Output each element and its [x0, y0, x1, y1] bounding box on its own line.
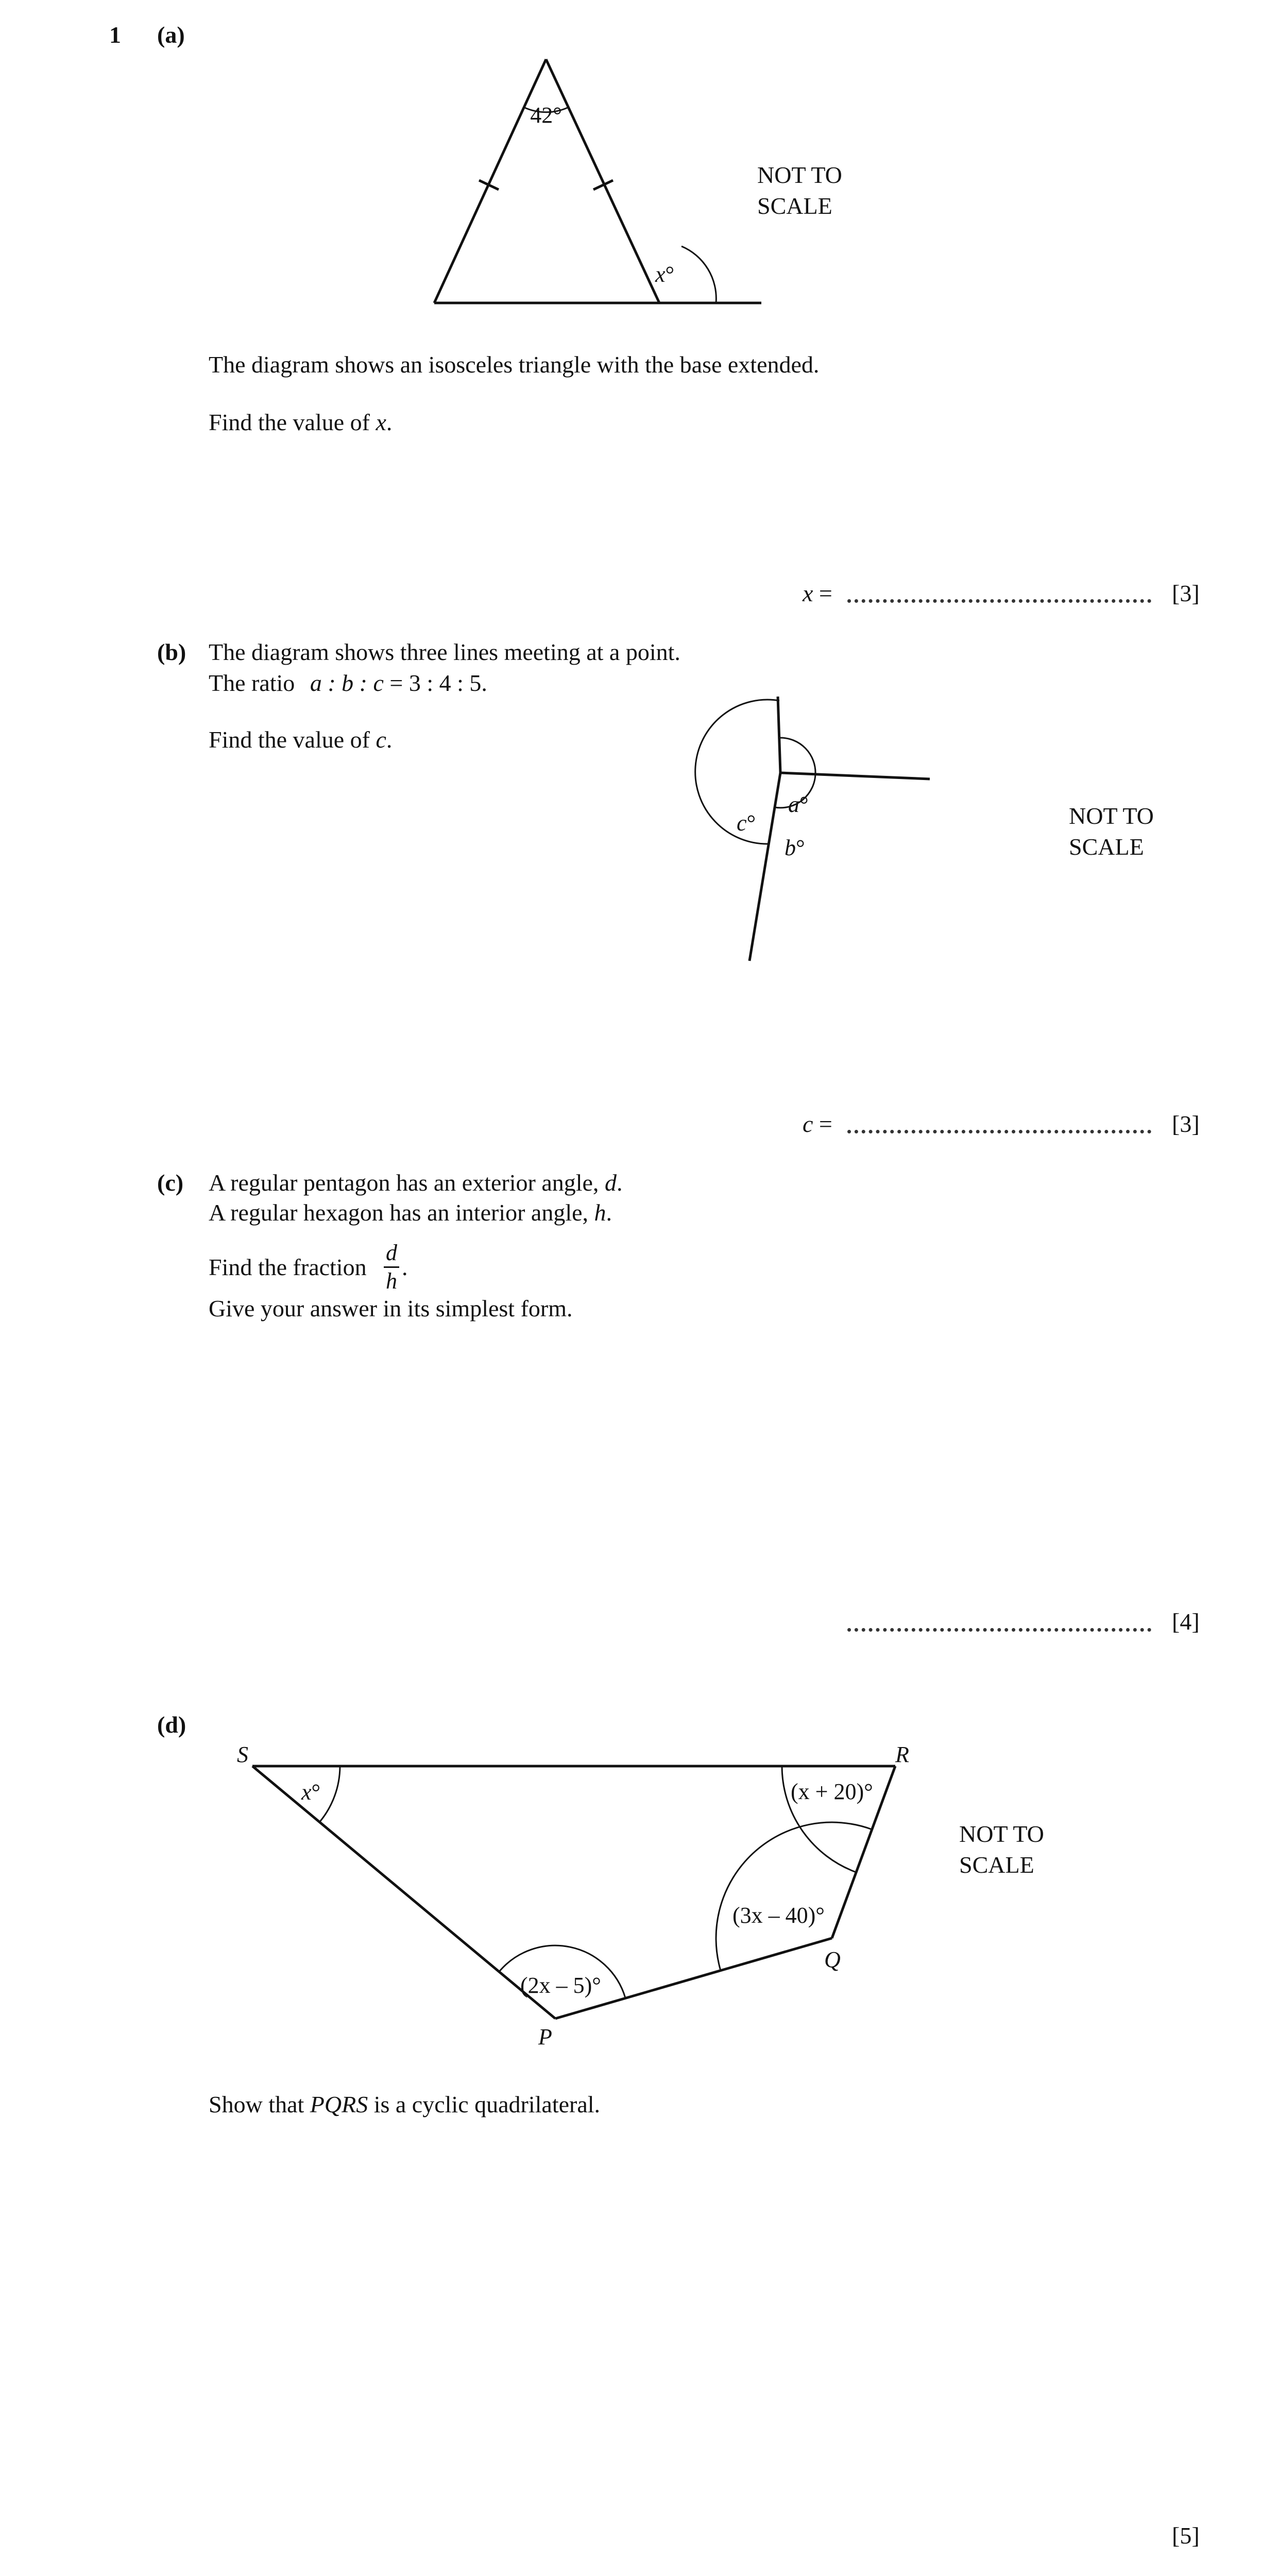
part-c-marks: [4]	[1172, 1608, 1200, 1635]
part-c-label: (c)	[157, 1170, 184, 1196]
part-b-question: Find the value of c.	[209, 726, 393, 753]
not-to-scale-d-line2: SCALE	[959, 1852, 1034, 1878]
part-b-description: The diagram shows three lines meeting at a point.	[209, 639, 680, 665]
vertex-P-label: P	[538, 2024, 552, 2049]
part-a-label: (a)	[157, 22, 185, 48]
question-number: 1	[109, 22, 121, 48]
angle-a-label: a°	[788, 792, 809, 817]
exterior-angle-label: x°	[655, 262, 675, 287]
part-a-question: Find the value of x.	[209, 409, 393, 435]
part-b-marks: [3]	[1172, 1111, 1200, 1137]
angle-S-label: x°	[301, 1780, 321, 1805]
not-to-scale-d-line1: NOT TO	[959, 1821, 1044, 1847]
vertex-R-label: R	[895, 1742, 909, 1767]
part-a-marks: [3]	[1172, 580, 1200, 606]
angle-P-label: (2x – 5)°	[520, 1973, 601, 1998]
angle-b-label: b°	[785, 835, 805, 860]
part-d-question: Show that PQRS is a cyclic quadrilateral.	[209, 2091, 601, 2117]
part-c-find-fraction: Find the fraction	[209, 1254, 367, 1280]
not-to-scale-a-line2: SCALE	[757, 193, 832, 219]
part-c-hexagon: A regular hexagon has an interior angle, h.	[209, 1199, 612, 1226]
part-b-answer-label: c =	[803, 1111, 832, 1137]
part-c-fraction-period: .	[402, 1254, 408, 1280]
not-to-scale-b-line1: NOT TO	[1069, 803, 1154, 829]
part-d-label: (d)	[157, 1711, 186, 1738]
part-c-instruction: Give your answer in its simplest form.	[209, 1295, 573, 1321]
not-to-scale-a-line1: NOT TO	[757, 162, 842, 188]
angle-R-label: (x + 20)°	[791, 1779, 873, 1804]
part-a-answer-label: x =	[803, 580, 832, 606]
part-b-ratio: The ratio a : b : c = 3 : 4 : 5.	[209, 670, 487, 696]
part-d-marks: [5]	[1172, 2522, 1200, 2549]
vertex-S-label: S	[237, 1742, 248, 1767]
not-to-scale-b-line2: SCALE	[1069, 834, 1144, 860]
fraction-d-over-h: d h	[384, 1241, 399, 1294]
angle-c-label: c°	[737, 810, 756, 836]
part-c-pentagon: A regular pentagon has an exterior angle, d.	[209, 1170, 623, 1196]
apex-angle-label: 42°	[530, 103, 562, 128]
vertex-Q-label: Q	[824, 1947, 841, 1972]
part-a-description: The diagram shows an isosceles triangle with the base extended.	[209, 351, 820, 378]
angle-Q-label: (3x – 40)°	[732, 1903, 825, 1928]
part-b-label: (b)	[157, 639, 186, 665]
